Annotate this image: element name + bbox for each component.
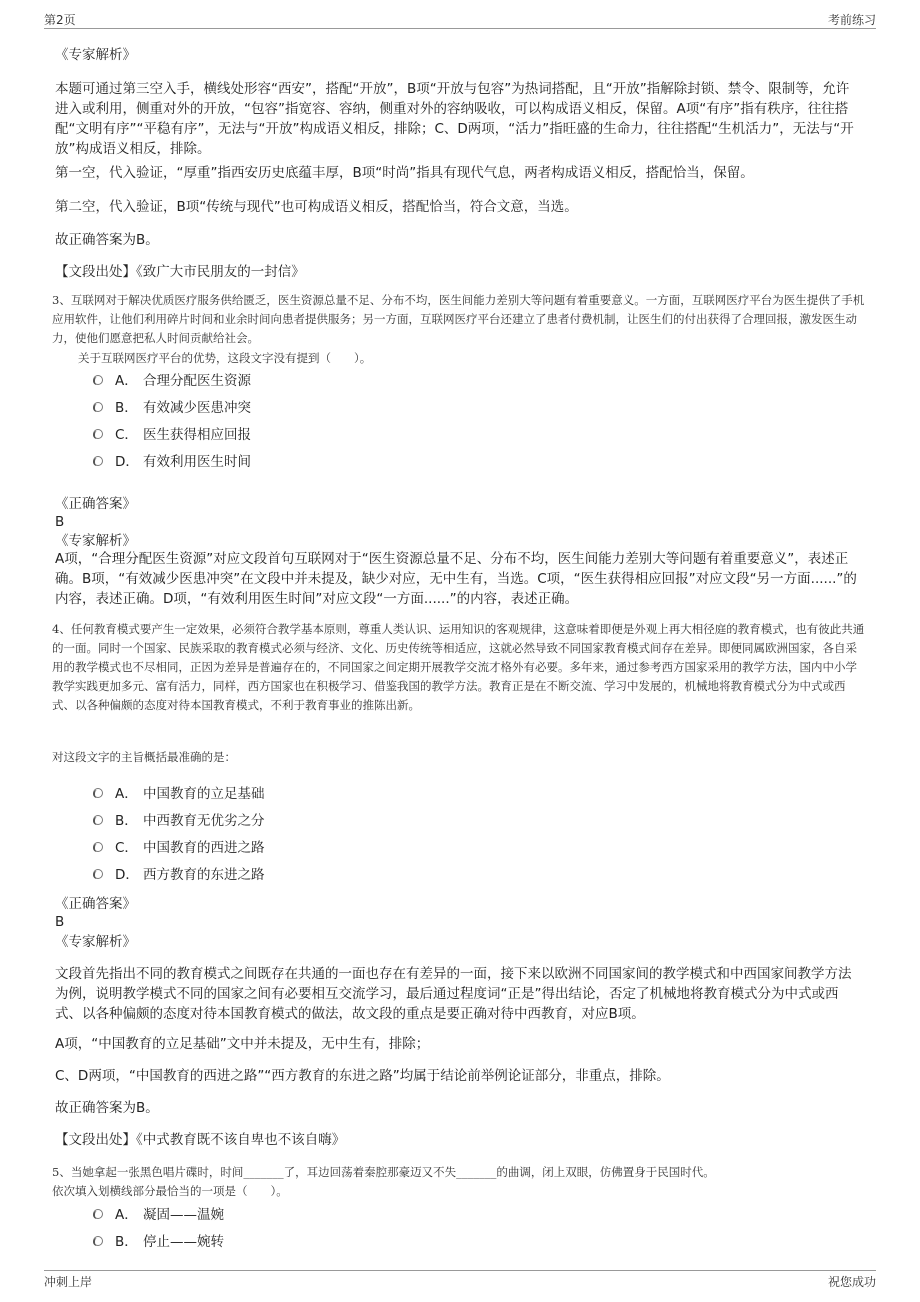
q2-analysis-p2: 第一空，代入验证，“厚重”指西安历史底蕴丰厚，B项“时尚”指具有现代气息，两者构成语义相反，搭配恰当，保留。 bbox=[55, 165, 754, 181]
q4-stem: 4、任何教育模式要产生一定效果，必须符合教学基本原则，尊重人类认识、运用知识的客观规律，这意味着即便是外观上再大相径庭的教育模式，也有彼此共通的一面。同时一个国家、民族采取的教育模式必须与经济、文化、历史传统等相适应，这就必然导致不同国家教育模式间存在差异。即便同属欧洲国家，各自采用的教学模式也不尽相同，正因为差异是普遍存在的，不同国家之间定期开展教学交流才格外有必要。多年来，通过参考西方国家采用的教学方法，国内中小学教学实践更加多元、富有活力，同样，西方国家也在积极学习、借鉴我国的教学方法。教育正是在不断交流、学习中发展的，机械地将教育模式分为中式或西式、以各种偏颇的态度对待本国教育模式，不利于教育事业的推陈出新。 bbox=[52, 622, 865, 712]
q2-analysis-title: 《专家解析》 bbox=[55, 47, 136, 63]
q5-stem: 5、当她拿起一张黑色唱片碟时，时间_______了，耳边回荡着秦腔那豪迈又不失_______的曲调，闭上双眼，仿佛置身于民国时代。 bbox=[52, 1165, 715, 1179]
radio-icon[interactable] bbox=[93, 375, 103, 385]
page-number: 第2页 bbox=[44, 13, 76, 27]
footer-left: 冲刺上岸 bbox=[44, 1275, 93, 1289]
q3-analysis: A项，“合理分配医生资源”对应文段首句互联网对于“医生资源总量不足、分布不均，医生间能力差别大等问题有着重要意义”，表述正确。B项，“有效减少医患冲突”在文段中并未提及，缺少对应，无中生有，当选。C项，“医生获得相应回报”对应文段“另一方面......”的内容，表述正确。D项，“有效利用医生时间”对应文段“一方面......”的内容，表述正确。 bbox=[55, 551, 857, 607]
q4-answer-title: 《正确答案》 bbox=[55, 896, 136, 912]
page-footer bbox=[44, 1270, 876, 1293]
q4-answer: B bbox=[55, 914, 65, 930]
radio-icon[interactable] bbox=[93, 869, 103, 879]
q3-stem: 3、互联网对于解决优质医疗服务供给匮乏，医生资源总量不足、分布不均，医生间能力差别大等问题有着重要意义。一方面，互联网医疗平台为医生提供了手机应用软件，让他们利用碎片时间和业余时间向患者提供服务；另一方面，互联网医疗平台还建立了患者付费机制，让医生们的付出获得了合理回报，激发医生动力，使他们愿意把私人时间贡献给社会。 bbox=[52, 293, 865, 345]
q4-question: 对这段文字的主旨概括最准确的是： bbox=[52, 750, 236, 764]
q4-analysis-p1: 文段首先指出不同的教育模式之间既存在共通的一面也存在有差异的一面，接下来以欧洲不同国家间的教学模式和中西国家间教学方法为例，说明教学模式不同的国家之间有必要相互交流学习，最后通过程度词“正是”得出结论，否定了机械地将教育模式分为中式或西式、以各种偏颇的态度对待本国教育模式的做法，故文段的重点是要正确对待中西教育，对应B项。 bbox=[55, 966, 852, 1022]
radio-icon[interactable] bbox=[93, 842, 103, 852]
q4-source: 【文段出处】《中式教育既不该自卑也不该自嗨》 bbox=[55, 1132, 346, 1148]
page-header bbox=[44, 8, 876, 29]
q2-analysis-p4: 故正确答案为B。 bbox=[55, 232, 159, 248]
q3-answer-title: 《正确答案》 bbox=[55, 496, 136, 512]
q4-analysis-p4: 故正确答案为B。 bbox=[55, 1100, 159, 1116]
q4-analysis-title: 《专家解析》 bbox=[55, 934, 136, 950]
radio-icon[interactable] bbox=[93, 402, 103, 412]
footer-right: 祝您成功 bbox=[827, 1275, 876, 1289]
q4-analysis-p3: C、D两项，“中国教育的西进之路”“西方教育的东进之路”均属于结论前举例论证部分，非重点，排除。 bbox=[55, 1068, 670, 1084]
radio-icon[interactable] bbox=[93, 788, 103, 798]
q2-analysis-p3: 第二空，代入验证，B项“传统与现代”也可构成语义相反，搭配恰当，符合文意，当选。 bbox=[55, 199, 578, 215]
q3-analysis-title: 《专家解析》 bbox=[55, 533, 136, 549]
q4-analysis-p2: A项，“中国教育的立足基础”文中并未提及，无中生有，排除； bbox=[55, 1036, 430, 1052]
radio-icon[interactable] bbox=[93, 429, 103, 439]
q3-question: 关于互联网医疗平台的优势，这段文字没有提到（ ）。 bbox=[78, 351, 372, 365]
radio-icon[interactable] bbox=[93, 1209, 103, 1219]
radio-icon[interactable] bbox=[93, 1236, 103, 1246]
header-title: 考前练习 bbox=[827, 13, 876, 27]
q5-question: 依次填入划横线部分最恰当的一项是（ ）。 bbox=[52, 1184, 288, 1198]
q2-analysis-p1: 本题可通过第三空入手，横线处形容“西安”，搭配“开放”，B项“开放与包容”为热词搭配，且“开放”指解除封锁、禁令、限制等，允许进入或利用，侧重对外的开放，“包容”指宽容、容纳，侧重对外的容纳吸收，可以构成语义相反，保留。A项“有序”指有秩序，往往搭配“文明有序”“平稳有序”，无法与“开放”构成语义相反，排除；C、D两项，“活力”指旺盛的生命力，往往搭配“生机活力”，无法与“开放”构成语义相反，排除。 bbox=[55, 81, 854, 157]
q3-answer: B bbox=[55, 514, 65, 530]
radio-icon[interactable] bbox=[93, 456, 103, 466]
radio-icon[interactable] bbox=[93, 815, 103, 825]
q2-source: 【文段出处】《致广大市民朋友的一封信》 bbox=[55, 264, 305, 280]
